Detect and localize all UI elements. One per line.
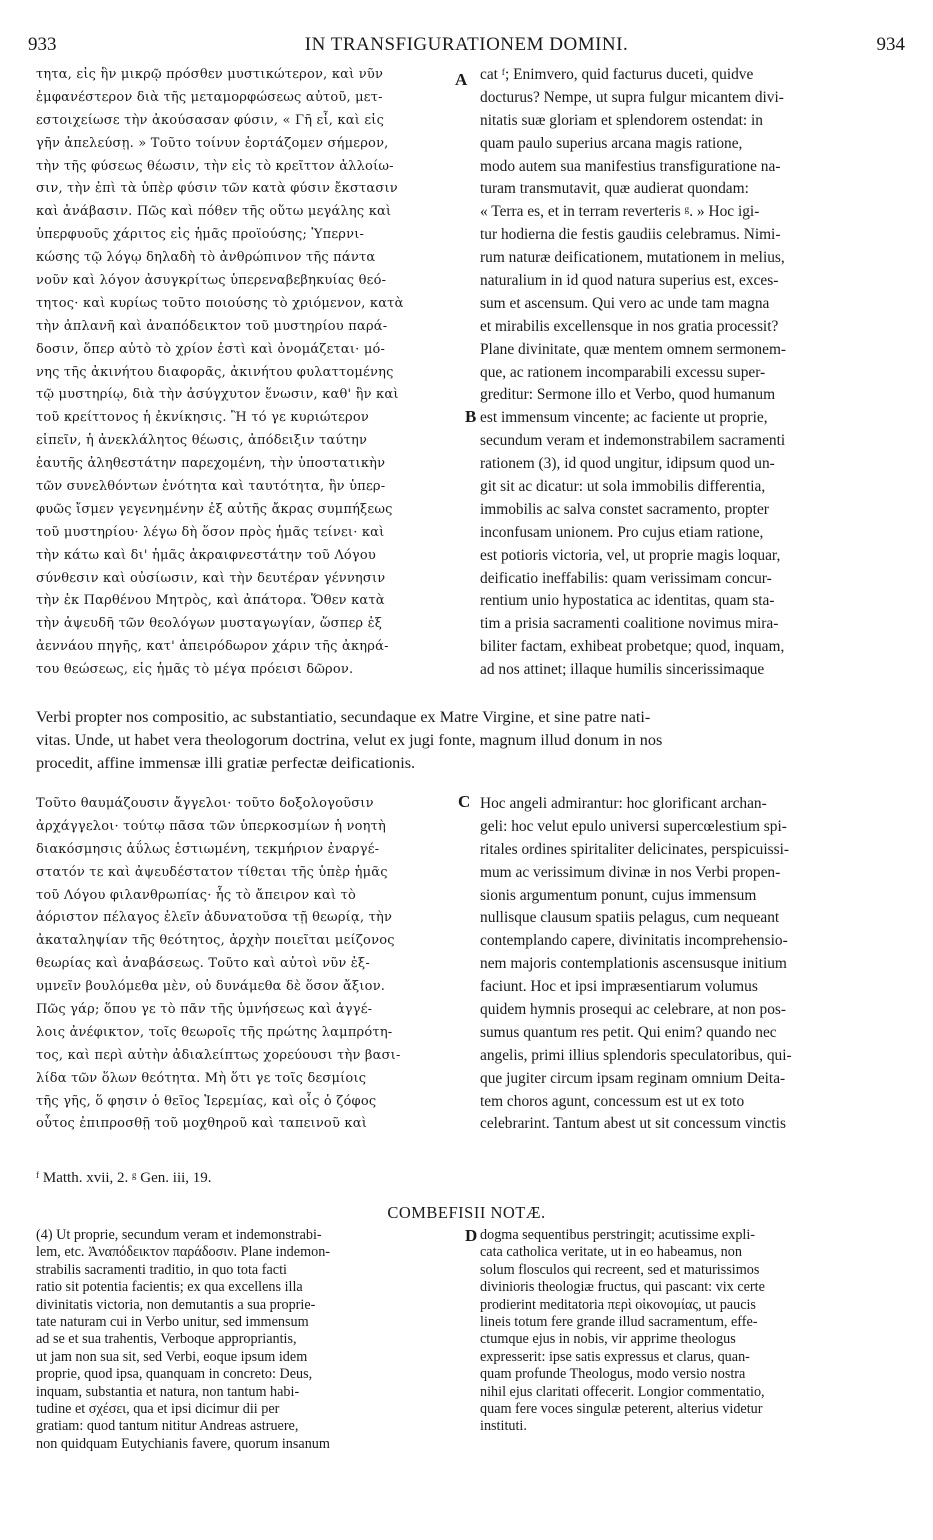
latin-col1-line: git sit ac dicatur: ut sola immobilis differentia, — [480, 478, 766, 496]
greek-col1-line: τοῦ μυστηρίου· λέγω δὴ ὅσον πρὸς ἡμᾶς τείνει· καὶ — [36, 524, 385, 540]
latin-col2-line: Hoc angeli admirantur: hoc glorificant archan- — [480, 795, 767, 812]
greek-col2-line: τῆς γῆς, ὅ φησιν ὁ θεῖος Ἱερεμίας, καὶ οἷς ὁ ζόφος — [36, 1093, 377, 1109]
greek-col1-line: νης τῆς ἀκινήτου διαφορᾶς, ἀκινήτου φυλαττομένης — [36, 364, 394, 380]
greek-col1-line: τῶν συνελθόντων ἑνότητα καὶ ταυτότητα, ἣν ὑπερ- — [36, 479, 386, 495]
greek-col1-line: ἀεννάου πηγῆς, κατ' ἀπειρόδωρον χάριν τῆς ἀκηρά- — [36, 639, 389, 655]
latin-col1-line: naturalium in id quod natura superius est, exces- — [480, 272, 779, 290]
greek-col1-line: τητα, εἰς ἣν μικρῷ πρόσθεν μυστικώτερον, καὶ νῦν — [36, 67, 384, 82]
greek-col2-line: στατόν τε καὶ ἀψευδέστατον τίθεται τῆς ὑπὲρ ἡμᾶς — [36, 864, 388, 880]
greek-col1-line: τοῦ κρείττονος ἡ ἐκνίκησις. Ἢ τό γε κυριώτερον — [36, 410, 370, 426]
greek-col2-line: ἀρχάγγελοι· τούτῳ πᾶσα τῶν ὑπερκοσμίων ἡ νοητὴ — [36, 818, 387, 834]
greek-col1-line: νοῦν καὶ λόγον ἀσυγκρίτως ὑπερεναβεβηκυίας θεό- — [36, 273, 387, 289]
latin-col1-line: rum naturæ deificationem, mutationem in melius, — [480, 249, 785, 267]
greek-col2-line: ἀκαταληψίαν τῆς θεότητος, ἀρχὴν ποιεῖται μείζονος — [36, 933, 395, 949]
greek-col2-line: λοις ἀνέφικτον, τοῖς θεωροῖς τῆς πρώτης λαμπρότη- — [36, 1024, 393, 1040]
latin-col1-line: modo autem sua manifestius transfiguratione na- — [480, 157, 781, 175]
greek-col1-line: σύνθεσιν καὶ οὐσίωσιν, καὶ τὴν δευτέραν γέννησιν — [36, 570, 386, 586]
latin-column-2 — [480, 793, 894, 1136]
latin-column-1 — [480, 64, 894, 682]
section-marker-c: C — [458, 792, 471, 811]
latin-col1-line: docturus? Nempe, ut supra fulgur micantem divi- — [480, 88, 784, 106]
greek-column-2 — [36, 793, 462, 1136]
notes-left-line: strabilis sacramenti traditio, in quo tota facti — [36, 1261, 287, 1278]
latin-col1-line: rationem (3), id quod ungitur, idipsum quod un- — [480, 455, 775, 473]
latin-col1-line: inconfusam unionem. Pro cujus etiam ratione, — [480, 523, 764, 541]
greek-col2-line: ἀόριστον πέλαγος ἑλεῖν ἀδυνατοῦσα τῇ θεωρίᾳ, τὴν — [36, 910, 393, 926]
latin-col1-line: greditur: Sermone illo et Verbo, quod humanum — [480, 386, 776, 404]
latin-col1-line: tim a prisia sacramenti coalitione novimus mira- — [480, 615, 779, 633]
notes-left-line: divinitatis victoria, non demutantis a sua proprie- — [36, 1296, 316, 1313]
greek-col1-line: ἑαυτῆς ἀληθεστάτην παρεχομένη, τὴν ὑποστατικὴν — [36, 456, 386, 472]
notes-right-line: expresserit: ipse satis expressus et clarus, quan- — [480, 1348, 750, 1365]
notes-left-line: lem, etc. Ἀναπόδεικτον παράδοσιν. Plane indemon- — [36, 1244, 331, 1261]
greek-col1-line: εστοιχείωσε τὴν ἀκούσασαν φύσιν, « Γῆ εἶ, καὶ εἰς — [36, 112, 385, 128]
greek-col1-line: τῷ μυστηρίῳ, διὰ τὴν ἀσύγχυτον ἕνωσιν, καθ' ἣν καὶ — [36, 387, 399, 403]
greek-col1-line: εἰπεῖν, ἡ ἀνεκλάλητος θέωσις, ἀπόδειξιν ταύτην — [36, 433, 368, 449]
greek-col1-line: ἐμφανέστερον διὰ τῆς μεταμορφώσεως αὐτοῦ, μετ- — [36, 89, 383, 105]
notes-right-line: quam fere voces singulæ peterent, alterius videtur — [480, 1400, 763, 1417]
greek-col1-line: τητος· καὶ κυρίως τοῦτο ποιούσης τὸ χριόμενον, κατὰ — [36, 295, 404, 311]
section-marker-b: B — [465, 407, 477, 426]
greek-col2-line: υμνεῖν βουλόμεθα μὲν, οὐ δυνάμεθα δὲ ὅσον ἄξιον. — [36, 979, 386, 995]
latin-col1-line: quam paulo superius arcana magis ratione, — [480, 134, 743, 152]
latin-col1-line: est potioris victoria, vel, ut proprie magis loquar, — [480, 546, 781, 564]
notes-right-column — [480, 1227, 894, 1436]
latin-col1-line: cat ᶠ; Enimvero, quid facturus duceti, quidve — [480, 66, 754, 83]
notes-right-line: dogma sequentibus perstringit; acutissime expli- — [480, 1227, 756, 1243]
greek-col1-line: ὑπερφυοῦς χάριτος εἰς ἡμᾶς προϊούσης; Ὑπερνι- — [36, 227, 365, 243]
notes-left-line: ut jam non sua sit, sed Verbi, eoque ipsum idem — [36, 1348, 308, 1365]
notes-right-line: nihil ejus claritati offecerit. Longior commentatio, — [480, 1383, 765, 1400]
notes-left-line: inquam, substantia et natura, non tantum habi- — [36, 1383, 300, 1400]
page-number-left: 933 — [28, 34, 57, 55]
greek-col1-line: τὴν ἐκ Παρθένου Μητρὸς, καὶ ἀπάτορα. Ὅθεν κατὰ — [36, 593, 385, 609]
latin-col1-line: rentium unio hypostatica ac identitas, quam sta- — [480, 592, 775, 610]
greek-col1-line: τὴν ἀπλανῆ καὶ ἀναπόδεικτον τοῦ μυστηρίου παρά- — [36, 318, 388, 334]
greek-col2-line: λίδα τῶν ὅλων θεότητα. Μὴ ὅτι γε τοῖς δεσμίοις — [36, 1070, 367, 1086]
latin-col1-line: « Terra es, et in terram reverteris ᵍ. » Hoc igi- — [480, 203, 760, 221]
latin-col1-line: Plane divinitate, quæ mentem omnem sermonem- — [480, 340, 787, 358]
notes-left-line: ad se et sua trahentis, Verboque appropriantis, — [36, 1331, 297, 1348]
latin-col2-line: mum ac verissimum divinæ in nos Verbi propen- — [480, 863, 781, 881]
greek-col2-line: οὗτος ἐπιπροσθῇ τοῦ μοχθηροῦ καὶ ταπεινοῦ καὶ — [36, 1116, 367, 1132]
latin-col1-line: tur hodierna die festis gaudiis celebramus. Nimi- — [480, 226, 781, 244]
full-width-line: procedit, affine immensæ illi gratiæ perfectæ deificationis. — [36, 754, 416, 772]
footnote-references: ᶠ Matth. xvii, 2. ᵍ Gen. iii, 19. — [36, 1170, 212, 1186]
latin-col1-line: que, ac rationem incomparabili excessu super- — [480, 363, 766, 381]
latin-col1-line: ad nos attinet; illaque humilis sincerissimaque — [480, 661, 765, 679]
latin-col1-line: immobilis ac salva constet sacramento, propter — [480, 500, 769, 518]
latin-col2-line: angelis, primi illius splendoris speculatoribus, qui- — [480, 1046, 792, 1064]
greek-col1-line: κώσης τῷ λόγῳ δηλαδὴ τὸ ἀνθρώπινον τῆς πάντα — [36, 250, 376, 266]
notes-right-line: cata catholica veritate, ut in eo habeamus, non — [480, 1244, 742, 1261]
greek-col2-line: διακόσμησις ἀΰλως ἑστιωμένη, τεκμήριον ἐναργέ- — [36, 841, 380, 857]
page-number-right: 934 — [876, 34, 905, 55]
latin-col2-line: contemplando capere, divinitatis incomprehensio- — [480, 932, 788, 950]
latin-col2-line: celebrarint. Tantum abest ut sit concessum vinctis — [480, 1115, 786, 1133]
notes-left-line: gratiam: quod tantum nititur Andreas astruere, — [36, 1418, 299, 1435]
notes-left-line: non quidquam Eutychianis favere, quorum insanum — [36, 1435, 330, 1452]
greek-col1-line: τὴν τῆς φύσεως θέωσιν, τὴν εἰς τὸ κρεῖττον ἀλλοίω- — [36, 158, 394, 174]
greek-column-1 — [36, 64, 462, 682]
notes-right-line: quam profunde Theologus, modo versio nostra — [480, 1366, 746, 1383]
full-width-line: Verbi propter nos compositio, ac substantiatio, secundaque ex Matre Virgine, et sine patre nati- — [36, 708, 651, 726]
greek-col1-line: του θεώσεως, εἰς ἡμᾶς τὸ μέγα πρόεισι δῶρον. — [36, 662, 354, 678]
greek-col2-line: τος, καὶ περὶ αὐτὴν ἀδιαλείπτως χορεύουσι τὴν βασι- — [36, 1047, 401, 1063]
greek-col1-line: τὴν ἀψευδῆ τῶν θεολόγων μυσταγωγίαν, ὥσπερ ἐξ — [36, 616, 383, 632]
notes-left-line: ratio sit potentia facientis; ex qua excellens illa — [36, 1279, 303, 1296]
latin-col2-line: quidem hymnis prosequi ac celebrare, at non pos- — [480, 1001, 787, 1019]
latin-col2-line: nullisque clausum spatiis pelagus, cum nequeant — [480, 909, 780, 927]
full-width-line: vitas. Unde, ut habet vera theologorum doctrina, velut ex jugi fonte, magnum illud donum in nos — [36, 731, 663, 749]
latin-col1-line: nitatis suæ gloriam et splendorem ostendat: in — [480, 111, 763, 129]
notes-right-line: instituti. — [480, 1418, 527, 1435]
latin-col1-line: biliter factam, exhibeat probetque; quod, inquam, — [480, 638, 785, 656]
greek-col2-line: θεωρίας καὶ ἀναβάσεως. Τοῦτο καὶ αὐτοὶ νῦν ἐξ- — [36, 956, 370, 972]
latin-col2-line: faciunt. Hoc et ipsi impræsentiarum volumus — [480, 978, 758, 996]
notes-right-line: solum flosculos qui recreent, sed et maturissimos — [480, 1261, 760, 1278]
notes-right-line: divinioris theologiæ fructus, qui pascant: vix certe — [480, 1279, 765, 1296]
latin-col2-line: tem choros agunt, concessum est ut ex toto — [480, 1092, 745, 1110]
running-title: IN TRANSFIGURATIONEM DOMINI. — [304, 34, 629, 55]
latin-col2-line: nem majoris contemplationis ascensusque initium — [480, 955, 787, 973]
greek-col1-line: σιν, τὴν ἐπὶ τὰ ὑπὲρ φύσιν τῶν κατὰ φύσιν ἔκστασιν — [36, 181, 398, 197]
notes-left-line: (4) Ut proprie, secundum veram et indemonstrabi- — [36, 1227, 322, 1243]
latin-col1-line: secundum veram et indemonstrabilem sacramenti — [480, 432, 786, 450]
latin-col1-line: est immensum vincente; ac faciente ut proprie, — [480, 409, 768, 427]
greek-col1-line: φυῶς ἴσμεν γεγενημένην ἐξ αὐτῆς ἄκρας συμπήξεως — [36, 501, 393, 517]
greek-col1-line: δοσιν, ὅπερ αὐτὸ τὸ χρίον ἐστὶ καὶ ὀνομάζεται· μό- — [36, 341, 386, 357]
section-marker-a: A — [455, 70, 468, 89]
latin-col2-line: que jugiter circum ipsam reginam omnium Deita- — [480, 1069, 786, 1087]
running-header — [28, 34, 905, 58]
notes-left-line: proprie, quod ipsa, quanquam in concreto: Deus, — [36, 1366, 313, 1383]
notes-left-column — [36, 1227, 458, 1453]
greek-col1-line: τὴν κάτω καὶ δι' ἡμᾶς ἀκραιφνεστάτην τοῦ Λόγου — [36, 547, 377, 563]
greek-col2-line: Πῶς γάρ; ὅπου γε τὸ πᾶν τῆς ὑμνήσεως καὶ ἀγγέ- — [36, 1002, 373, 1018]
notes-right-line: prodierint meditatoria περὶ οἰκονομίας, ut paucis — [480, 1296, 756, 1313]
latin-col2-line: geli: hoc velut epulo universi supercœlestium spi- — [480, 817, 787, 835]
greek-col2-line: τοῦ Λόγου φιλανθρωπίας· ἧς τὸ ἄπειρον καὶ τὸ — [36, 887, 357, 903]
notes-right-line: lineis totum fere grande illud sacramentum, effe- — [480, 1313, 758, 1330]
full-width-paragraph — [36, 706, 896, 775]
notes-heading: COMBEFISII NOTÆ. — [387, 1203, 546, 1222]
greek-col1-line: καὶ ἀνάβασιν. Πῶς καὶ πόθεν τῆς οὕτω μεγάλης καὶ — [36, 204, 392, 220]
latin-col2-line: sionis argumentum ponunt, cujus immensum — [480, 886, 757, 904]
section-marker-d: D — [465, 1226, 478, 1245]
greek-col1-line: γῆν ἀπελεύσῃ. » Τοῦτο τοίνυν ἑορτάζομεν σήμερον, — [36, 135, 389, 151]
latin-col1-line: turam transmutavit, quæ audierat quondam: — [480, 180, 749, 198]
latin-col1-line: et mirabilis excellensque in nos gratia processit? — [480, 317, 779, 335]
latin-col2-line: ritales ordines spiritaliter delicinates, perspicuissi- — [480, 840, 790, 858]
notes-left-line: tate naturam cui in Verbo unitur, sed immensum — [36, 1313, 309, 1330]
notes-right-line: ctumque ejus in nobis, vir apprime theologus — [480, 1331, 736, 1348]
notes-left-line: tudine et σχέσει, qua et ipsi dicimur dii per — [36, 1400, 280, 1417]
latin-col2-line: sumus quantum res petit. Qui enim? quando nec — [480, 1023, 777, 1041]
greek-col2-line: Τοῦτο θαυμάζουσιν ἄγγελοι· τοῦτο δοξολογοῦσιν — [36, 796, 374, 811]
latin-col1-line: sum et ascensum. Qui vero ac unde tam magna — [480, 294, 770, 312]
latin-col1-line: deificatio ineffabilis: quam verissimam concur- — [480, 569, 772, 587]
